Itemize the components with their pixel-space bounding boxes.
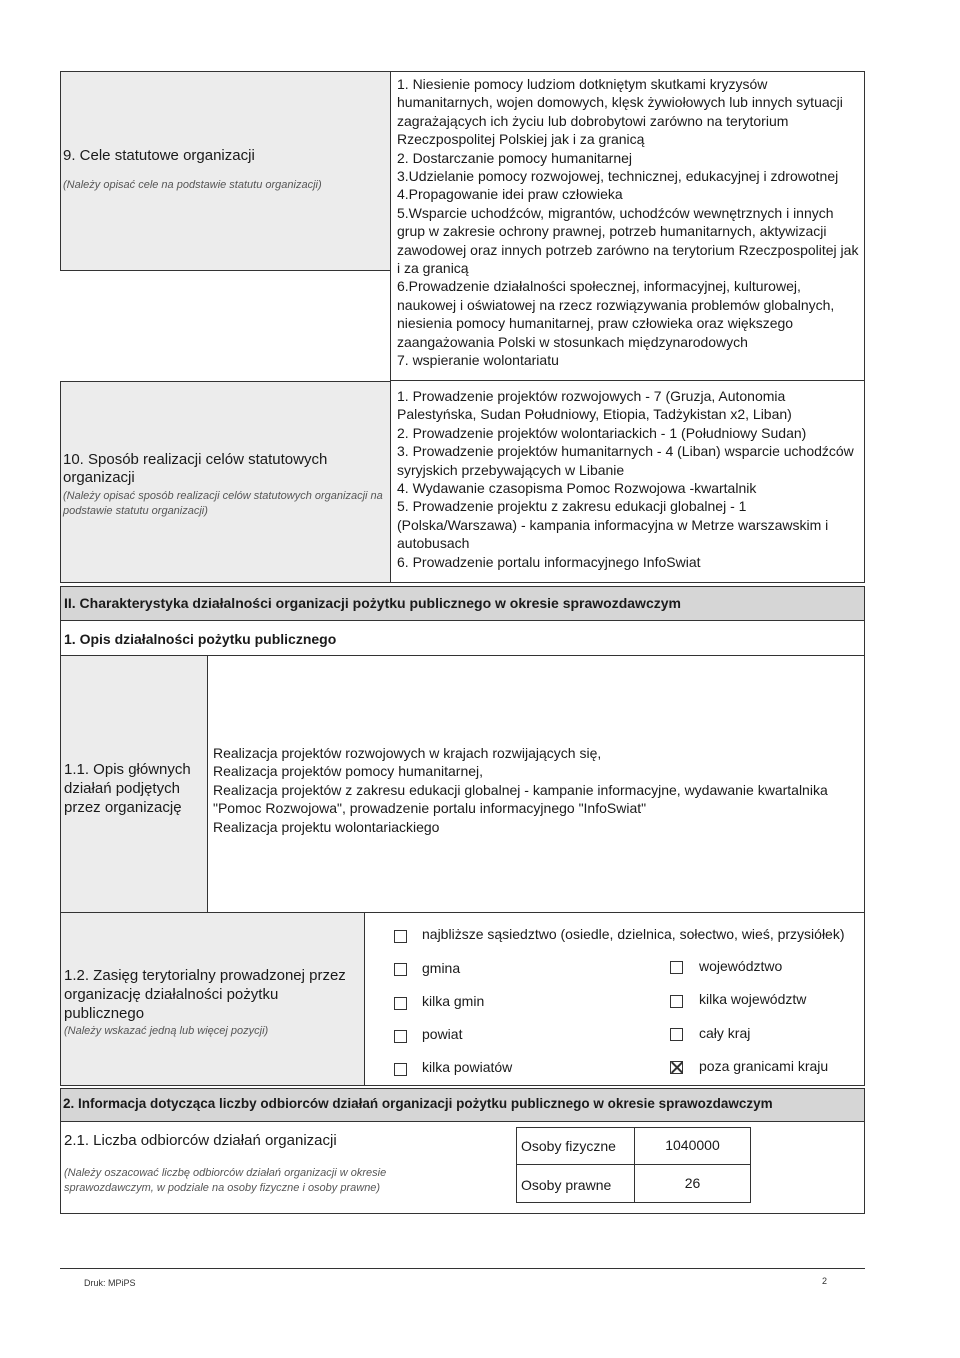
checkbox-kilka-gmin-label: kilka gmin (422, 993, 485, 1009)
checkbox-poza-granicami[interactable] (670, 1061, 683, 1074)
section2-header: 2. Informacja dotycząca liczby odbiorców działań organizacji pożytku publicznego w okresie sprawozdawczym (63, 1096, 773, 1111)
footer-page-number: 2 (822, 1276, 828, 1286)
list-item: 4. Wydawanie czasopisma Pomoc Rozwojowa -kwartalnik (397, 480, 757, 497)
sub11-activities (213, 744, 858, 836)
list-item: 7. wspieranie wolontariatu (397, 352, 559, 369)
sub21-label: 2.1. Liczba odbiorców działań organizacji (64, 1132, 337, 1149)
row-label-osoby-fizyczne: Osoby fizyczne (521, 1138, 616, 1154)
list-item: "Pomoc Rozwojowa", prowadzenie portalu informacyjnego "InfoSwiat" (213, 800, 647, 817)
list-item: 2. Dostarczanie pomocy humanitarnej (397, 149, 633, 166)
section9-title: 9. Cele statutowe organizacji (63, 147, 255, 164)
checkbox-wojewodztwo-label: województwo (699, 958, 783, 974)
recipients-table (516, 1127, 751, 1203)
section10-title: 10. Sposób realizacji celów statutowych organizacji (63, 451, 328, 487)
list-item: 1. Prowadzenie projektów rozwojowych - 7 (Gruzja, Autonomia Palestyńska, Sudan Południowy, Etiopia, Tadżykistan x2, Liban) (397, 388, 792, 423)
checkbox-kilka-wojewodztw[interactable] (670, 995, 683, 1008)
section10-hint: (Należy opisać sposób realizacji celów statutowych organizacji na podstawie statutu organizacji) (63, 490, 383, 517)
list-item: 5. Prowadzenie projektu z zakresu edukacji globalnej - 1 (Polska/Warszawa) - kampania informacyjna w Metrze warszawskim i autobusach (397, 498, 829, 552)
sub1-title: 1. Opis działalności pożytku publicznego (64, 631, 337, 647)
checkbox-poza-granicami-label: poza granicami kraju (699, 1058, 829, 1074)
section10-methods-list (397, 387, 859, 571)
section-ii-header: II. Charakterystyka działalności organizacji pożytku publicznego w okresie sprawozdawczym (64, 595, 681, 611)
sub21-hint: (Należy oszacować liczbę odbiorców działań organizacji w okresie sprawozdawczym, w podziale na osoby fizyczne i osoby prawne) (64, 1167, 387, 1194)
sub11-label: 1.1. Opis głównych działań podjętych przez organizację (64, 761, 191, 816)
checkbox-neighbourhood[interactable] (394, 930, 407, 943)
checkbox-powiat[interactable] (394, 1030, 407, 1043)
checkbox-powiat-label: powiat (422, 1026, 463, 1042)
section9-hint: (Należy opisać cele na podstawie statutu organizacji) (63, 179, 322, 191)
row-value-osoby-fizyczne: 1040000 (665, 1137, 720, 1153)
list-item: 6. Prowadzenie portalu informacyjnego InfoSwiat (397, 553, 701, 570)
list-item: Realizacja projektu wolontariackiego (213, 818, 440, 835)
row-label-osoby-prawne: Osoby prawne (521, 1177, 612, 1193)
list-item: Realizacja projektów pomocy humanitarnej, (213, 763, 484, 780)
checkbox-wojewodztwo[interactable] (670, 961, 683, 974)
checkbox-caly-kraj[interactable] (670, 1028, 683, 1041)
list-item: 6.Prowadzenie działalności społecznej, informacyjnej, kulturowej, naukowej i oświatowej na rzecz rozwiązywania problemów globalnych, niesienia pomocy humanitarnej, praw człowieka oraz większego zaangażowania Polski w stosunkach międzynarodowych (397, 278, 835, 350)
list-item: 3.Udzielanie pomocy rozwojowej, technicznej, edukacyjnej i zdrowotnej (397, 168, 839, 185)
checkbox-kilka-powiatow[interactable] (394, 1063, 407, 1076)
row-value-osoby-prawne: 26 (684, 1175, 701, 1191)
sub12-hint: (Należy wskazać jedną lub więcej pozycji) (64, 1025, 269, 1037)
list-item: 2. Prowadzenie projektów wolontariackich - 1 (Południowy Sudan) (397, 424, 807, 441)
footer-print-label: Druk: MPiPS (84, 1278, 136, 1288)
list-item: 3. Prowadzenie projektów humanitarnych - 4 (Liban) wsparcie uchodźców syryjskich przebywających w Libanie (397, 443, 854, 478)
section9-goals-list (397, 75, 859, 370)
list-item: 5.Wsparcie uchodźców, migrantów, uchodźców wewnętrznych i innych grup w zakresie ochrony prawnej, potrzeb humanitarnych, aktywizacji zawodowej oraz innych potrzeb zarówno na terytorium Rzeczpospolitej jak i za granicą (397, 204, 859, 277)
checkbox-gmina[interactable] (394, 963, 407, 976)
sub12-label: 1.2. Zasięg terytorialny prowadzonej przez organizację działalności pożytku publicznego (64, 967, 346, 1022)
table-row (517, 1128, 750, 1165)
checkbox-caly-kraj-label: cały kraj (699, 1025, 751, 1041)
list-item: Realizacja projektów z zakresu edukacji globalnej - kampanie informacyjne, wydawanie kwartalnika (213, 781, 828, 798)
checkbox-kilka-powiatow-label: kilka powiatów (422, 1059, 513, 1075)
list-item: 1. Niesienie pomocy ludziom dotkniętym skutkami kryzysów humanitarnych, wojen domowych, klęsk żywiołowych lub innych sytuacji zagrażających ich życiu lub dobrobytowi zarówno na terytorium Rzeczpospolitej Polskiej jak i za granicą (397, 76, 843, 148)
list-item: 4.Propagowanie idei praw człowieka (397, 186, 623, 203)
list-item: Realizacja projektów rozwojowych w krajach rozwijających się, (213, 745, 602, 761)
checkbox-neighbourhood-label: najbliższe sąsiedztwo (osiedle, dzielnica, sołectwo, wieś, przysiółek) (422, 926, 845, 942)
checkbox-kilka-wojewodztw-label: kilka województw (699, 991, 807, 1007)
checkbox-kilka-gmin[interactable] (394, 997, 407, 1010)
table-row (517, 1165, 750, 1202)
checkbox-gmina-label: gmina (422, 960, 461, 976)
